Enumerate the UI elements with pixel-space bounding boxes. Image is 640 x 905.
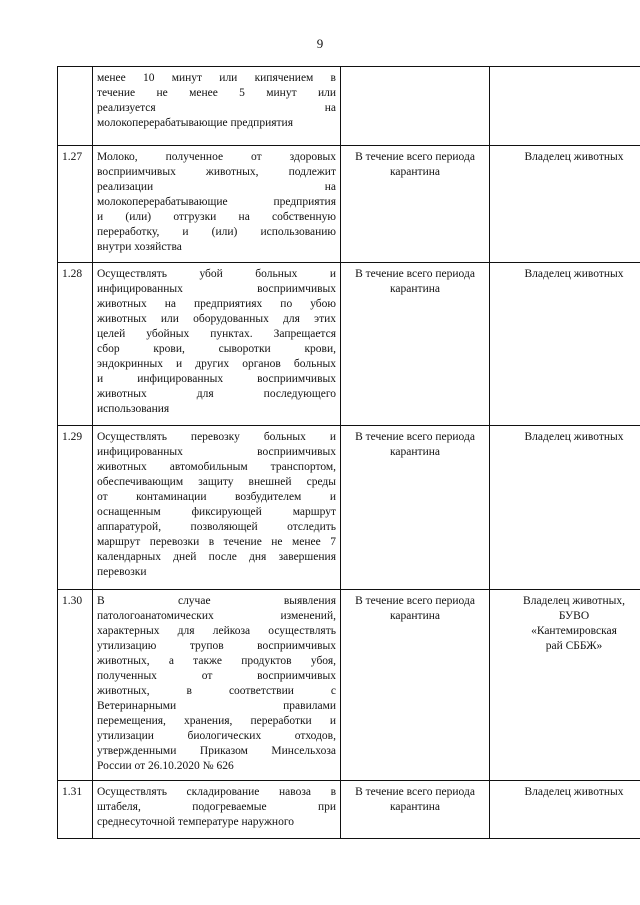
description-line: маршрут перевозки в течение не менее 7 bbox=[97, 536, 336, 548]
measures-table bbox=[57, 66, 640, 839]
description-line: животных или оборудованных для этих bbox=[97, 313, 336, 325]
row-number: 1.31 bbox=[58, 781, 93, 839]
description-line: эндокринных и других органов больных bbox=[97, 358, 336, 370]
table-row bbox=[58, 146, 640, 263]
description-line: инфицированных восприимчивых bbox=[97, 283, 336, 295]
responsible-line: «Кантемировская bbox=[531, 625, 617, 637]
responsible-line: БУВО bbox=[558, 610, 590, 622]
description-line: молокоперерабатывающие предприятия bbox=[97, 196, 336, 208]
measure-responsible bbox=[490, 263, 640, 426]
measure-description bbox=[93, 590, 341, 781]
table-row bbox=[58, 590, 640, 781]
description-line: Молоко, полученное от здоровых bbox=[97, 151, 336, 163]
description-line: менее 10 минут или кипячением в bbox=[97, 72, 336, 84]
description-line: России от 26.10.2020 № 626 bbox=[97, 760, 234, 772]
description-line: обеспечивающим защиту внешней среды bbox=[97, 476, 336, 488]
description-line: перемещения, хранения, переработки и bbox=[97, 715, 336, 727]
description-line: штабеля, подогреваемые при bbox=[97, 801, 336, 813]
responsible-line: Владелец животных bbox=[524, 151, 624, 163]
description-line: сбор крови, сыворотки крови, bbox=[97, 343, 336, 355]
description-line: животных, в соответствии с bbox=[97, 685, 336, 697]
description-line: аппаратурой, позволяющей отследить bbox=[97, 521, 336, 533]
description-line: от контаминации возбудителем и bbox=[97, 491, 336, 503]
row-number: 1.30 bbox=[58, 590, 93, 781]
description-line: полученных от восприимчивых bbox=[97, 670, 336, 682]
description-line: перевозки bbox=[97, 566, 147, 578]
description-line: молокоперерабатывающие предприятия bbox=[97, 117, 293, 129]
description-line: реализации на bbox=[97, 181, 336, 193]
measure-term bbox=[341, 67, 490, 146]
row-number bbox=[58, 67, 93, 146]
description-line: течение не менее 5 минут или bbox=[97, 87, 336, 99]
description-line: переработку, и (или) использованию bbox=[97, 226, 336, 238]
measure-responsible bbox=[490, 590, 640, 781]
table-row bbox=[58, 263, 640, 426]
description-line: животных автомобильным транспортом, bbox=[97, 461, 336, 473]
description-line: и инфицированных восприимчивых bbox=[97, 373, 336, 385]
description-line: инфицированных восприимчивых bbox=[97, 446, 336, 458]
row-number: 1.27 bbox=[58, 146, 93, 263]
description-line: и (или) отгрузки на собственную bbox=[97, 211, 336, 223]
description-line: внутри хозяйства bbox=[97, 241, 182, 253]
row-number: 1.28 bbox=[58, 263, 93, 426]
responsible-line: рай СББЖ» bbox=[545, 640, 603, 652]
description-line: утвержденными Приказом Минсельхоза bbox=[97, 745, 336, 757]
description-line: использования bbox=[97, 403, 170, 415]
measure-term: В течение всего периода карантина bbox=[341, 146, 490, 263]
page-number: 9 bbox=[316, 36, 324, 51]
responsible-line: Владелец животных bbox=[524, 786, 624, 798]
description-line: оснащенным фиксирующей маршрут bbox=[97, 506, 336, 518]
description-line: животных для последующего bbox=[97, 388, 336, 400]
description-line: Осуществлять складирование навоза в bbox=[97, 786, 336, 798]
description-line: утилизацию трупов восприимчивых bbox=[97, 640, 336, 652]
measure-description bbox=[93, 67, 341, 146]
measure-description bbox=[93, 781, 341, 839]
measure-responsible bbox=[490, 67, 640, 146]
description-line: Осуществлять перевозку больных и bbox=[97, 431, 336, 443]
table-row bbox=[58, 67, 640, 146]
measure-term: В течение всего периода карантина bbox=[341, 426, 490, 590]
table-row bbox=[58, 426, 640, 590]
description-line: календарных дней после дня завершения bbox=[97, 551, 336, 563]
table-body bbox=[58, 67, 640, 839]
row-number: 1.29 bbox=[58, 426, 93, 590]
measure-description bbox=[93, 263, 341, 426]
description-line: Осуществлять убой больных и bbox=[97, 268, 336, 280]
description-line: животных на предприятиях по убою bbox=[97, 298, 336, 310]
responsible-line: Владелец животных bbox=[524, 268, 624, 280]
measure-description bbox=[93, 426, 341, 590]
description-line: характерных для лейкоза осуществлять bbox=[97, 625, 336, 637]
measure-term: В течение всего периода карантина bbox=[341, 590, 490, 781]
responsible-line: Владелец животных, bbox=[523, 595, 625, 607]
description-line: утилизации биологических отходов, bbox=[97, 730, 336, 742]
description-line: среднесуточной температуре наружного bbox=[97, 816, 295, 828]
description-line: Ветеринарными правилами bbox=[97, 700, 336, 712]
measure-description bbox=[93, 146, 341, 263]
measure-term: В течение всего периода карантина bbox=[341, 781, 490, 839]
description-line: патологоанатомических изменений, bbox=[97, 610, 336, 622]
measure-responsible bbox=[490, 146, 640, 263]
measure-term: В течение всего периода карантина bbox=[341, 263, 490, 426]
responsible-line: Владелец животных bbox=[524, 431, 624, 443]
description-line: реализуется на bbox=[97, 102, 336, 114]
table-row bbox=[58, 781, 640, 839]
description-line: В случае выявления bbox=[97, 595, 336, 607]
description-line: целей убойных пунктах. Запрещается bbox=[97, 328, 336, 340]
measure-responsible bbox=[490, 781, 640, 839]
description-line: восприимчивых животных, подлежит bbox=[97, 166, 336, 178]
measure-responsible bbox=[490, 426, 640, 590]
description-line: животных, а также продуктов убоя, bbox=[97, 655, 336, 667]
